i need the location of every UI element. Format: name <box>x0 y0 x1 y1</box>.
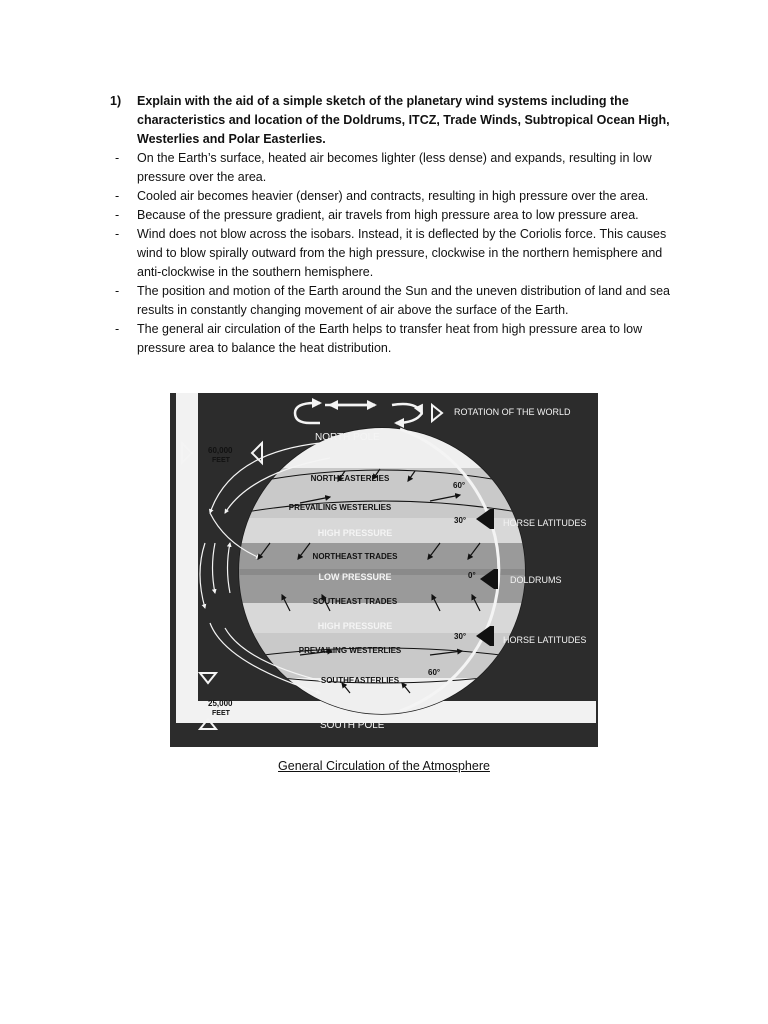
band-high-pressure-south: HIGH PRESSURE <box>317 621 393 631</box>
bullet-item: - Wind does not blow across the isobars. Instead, it is deflected by the Coriolis force. This causes wind to blow spirally outward from the high pressure, clockwise in the northern hemisphere and anti-clockwise in the southern hemisphere. <box>115 227 667 279</box>
side-label-doldrums: DOLDRUMS <box>510 575 562 585</box>
latitude-60-north: 60° <box>453 481 466 490</box>
bullet-text: Cooled air becomes heavier (denser) and contracts, resulting in high pressure over the area. <box>137 189 649 203</box>
bullet-item: - Because of the pressure gradient, air travels from high pressure area to low pressure area. <box>115 208 639 222</box>
latitude-30-south: 30° <box>454 632 467 641</box>
rotation-label: ROTATION OF THE WORLD <box>454 407 571 417</box>
bullet-item: - The general air circulation of the Earth helps to transfer heat from high pressure area to low pressure area to balance the heat distribution. <box>115 322 643 355</box>
south-pole-label: SOUTH POLE <box>320 720 385 731</box>
bullet-item: - Cooled air becomes heavier (denser) and contracts, resulting in high pressure over the area. <box>115 189 649 203</box>
altitude-bottom-unit: FEET <box>212 710 230 717</box>
altitude-top-value: 60,000 <box>208 446 233 455</box>
bullet-text: On the Earth’s surface, heated air becomes lighter (less dense) and expands, resulting in low pressure over the area. <box>137 151 652 184</box>
bullet-text: The general air circulation of the Earth helps to transfer heat from high pressure area to low pressure area to balance the heat distribution. <box>137 322 643 355</box>
bullet-text: Wind does not blow across the isobars. Instead, it is deflected by the Coriolis force. This causes wind to blow spirally outward from the high pressure, clockwise in the northern hemisphere and anti-clockwise in the southern hemisphere. <box>137 227 667 279</box>
latitude-30-north: 30° <box>454 516 467 525</box>
band-high-pressure-north: HIGH PRESSURE <box>317 528 393 538</box>
band-southeast-trades: SOUTHEAST TRADES <box>312 597 398 606</box>
altitude-top-unit: FEET <box>212 457 230 464</box>
band-prevailing-westerlies-north: PREVAILING WESTERLIES <box>288 503 392 512</box>
band-northeasterlies: NORTHEASTERLIES <box>310 474 390 483</box>
north-pole-label: NORTH POLE <box>315 432 380 443</box>
band-prevailing-westerlies-south: PREVAILING WESTERLIES <box>298 646 402 655</box>
bullet-item: - On the Earth’s surface, heated air becomes lighter (less dense) and expands, resulting in low pressure over the area. <box>115 151 652 184</box>
bullet-list <box>110 149 670 358</box>
side-label-horse-latitudes-south: HORSE LATITUDES <box>503 635 587 645</box>
bullet-text: Because of the pressure gradient, air travels from high pressure area to low pressure area. <box>137 208 639 222</box>
question-heading <box>110 92 670 149</box>
atmosphere-circulation-diagram <box>170 393 598 747</box>
side-label-horse-latitudes-north: HORSE LATITUDES <box>503 518 587 528</box>
band-low-pressure: LOW PRESSURE <box>318 572 392 582</box>
question-text: Explain with the aid of a simple sketch of the planetary wind systems including the characteristics and location of the Doldrums, ITCZ, Trade Winds, Subtropical Ocean High, Westerlies and Polar Easterlies. <box>137 94 670 146</box>
question-number: 1) <box>110 94 122 108</box>
bullet-item: - The position and motion of the Earth around the Sun and the uneven distribution of land and sea results in constantly changing movement of air above the surface of the Earth. <box>115 284 671 317</box>
band-northeast-trades: NORTHEAST TRADES <box>312 552 398 561</box>
altitude-column <box>176 393 198 723</box>
latitude-0: 0° <box>468 571 476 580</box>
altitude-bottom-value: 25,000 <box>208 699 233 708</box>
latitude-60-south: 60° <box>428 668 441 677</box>
bullet-text: The position and motion of the Earth around the Sun and the uneven distribution of land and sea results in constantly changing movement of air above the surface of the Earth. <box>137 284 671 317</box>
figure-caption: General Circulation of the Atmosphere <box>278 759 490 773</box>
band-southeasterlies: SOUTHEASTERLIES <box>320 676 400 685</box>
